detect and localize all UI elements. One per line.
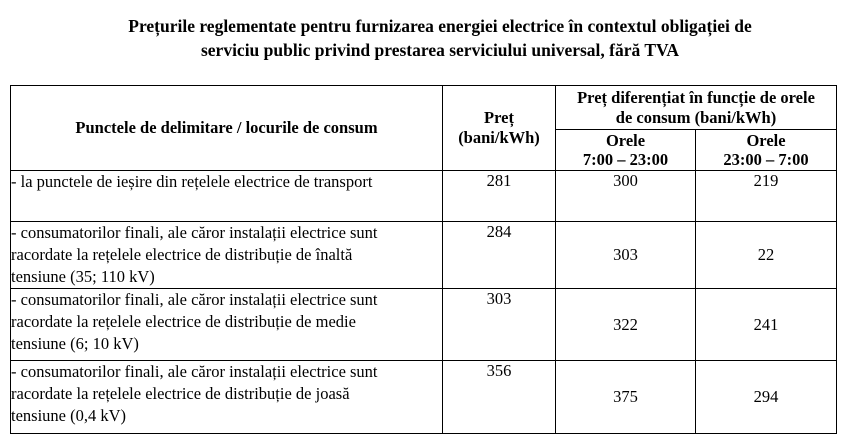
location-line: racordate la rețelele electrice de distribuție de înaltă bbox=[11, 245, 353, 264]
row-night-price: 22 bbox=[696, 222, 837, 289]
header-night-line-1: Orele bbox=[746, 131, 786, 150]
location-line: racordate la rețelele electrice de distribuție de medie bbox=[11, 312, 356, 331]
header-diff-line-1: Preț diferențiat în funcție de orele bbox=[577, 87, 815, 107]
row-price: 356 bbox=[443, 361, 556, 434]
row-day-price: 300 bbox=[556, 171, 696, 222]
header-day-hours bbox=[556, 130, 696, 171]
tariff-table bbox=[10, 85, 837, 434]
row-location bbox=[11, 289, 443, 361]
header-night-line-2: 23:00 – 7:00 bbox=[723, 150, 809, 169]
document-title bbox=[60, 14, 820, 62]
header-day-line-2: 7:00 – 23:00 bbox=[582, 150, 669, 169]
location-line: - consumatorilor finali, ale căror instalații electrice sunt bbox=[11, 223, 378, 242]
table-row bbox=[11, 361, 837, 434]
row-day-price: 303 bbox=[556, 222, 696, 289]
row-day-price: 322 bbox=[556, 289, 696, 361]
header-location: Punctele de delimitare / locurile de consum bbox=[11, 86, 443, 171]
location-line: - consumatorilor finali, ale căror instalații electrice sunt bbox=[11, 362, 378, 381]
header-price-line-2: (bani/kWh) bbox=[458, 128, 540, 147]
location-line: - la punctele de ieșire din rețelele electrice de transport bbox=[11, 172, 373, 191]
title-line-1: Prețurile reglementate pentru furnizarea energiei electrice în contextul obligației de bbox=[128, 16, 752, 36]
header-night-hours bbox=[696, 130, 837, 171]
row-location bbox=[11, 171, 443, 222]
row-location bbox=[11, 222, 443, 289]
header-day-line-1: Orele bbox=[605, 131, 646, 150]
row-location bbox=[11, 361, 443, 434]
row-night-price: 219 bbox=[696, 171, 837, 222]
row-price: 284 bbox=[443, 222, 556, 289]
table-row bbox=[11, 171, 837, 222]
row-night-price: 294 bbox=[696, 361, 837, 434]
location-line: tensiune (35; 110 kV) bbox=[11, 267, 155, 286]
header-price-line-1: Preț bbox=[484, 108, 514, 127]
location-line: tensiune (6; 10 kV) bbox=[11, 334, 139, 353]
row-price: 281 bbox=[443, 171, 556, 222]
row-night-price: 241 bbox=[696, 289, 837, 361]
title-line-2: serviciu public privind prestarea serviciului universal, fără TVA bbox=[200, 40, 680, 60]
location-line: racordate la rețelele electrice de distribuție de joasă bbox=[11, 384, 350, 403]
row-day-price: 375 bbox=[556, 361, 696, 434]
header-differentiated-price bbox=[556, 86, 837, 130]
location-line: - consumatorilor finali, ale căror instalații electrice sunt bbox=[11, 290, 378, 309]
row-price: 303 bbox=[443, 289, 556, 361]
table-row bbox=[11, 222, 837, 289]
header-price bbox=[443, 86, 556, 171]
header-diff-line-2: de consum (bani/kWh) bbox=[615, 107, 777, 127]
table-row bbox=[11, 289, 837, 361]
location-line: tensiune (0,4 kV) bbox=[11, 406, 127, 425]
